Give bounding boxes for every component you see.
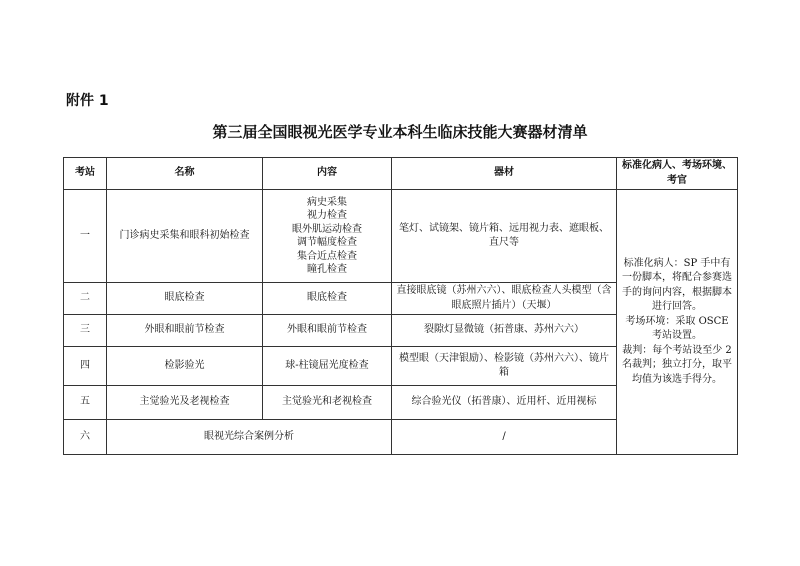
station-cell: 一: [64, 190, 107, 283]
content-line: 集合近点检查: [297, 250, 357, 262]
note-exam-environment: 考场环境：采取 OSCE 考站设置。: [625, 315, 729, 342]
equipment-cell: 综合验光仪（拓普康）、近用杆、近用视标: [392, 386, 617, 420]
content-cell: [263, 190, 392, 283]
equipment-cell: 裂隙灯显微镜（拓普康、苏州六六）: [392, 315, 617, 347]
content-line: 病史采集: [307, 196, 347, 208]
content-line: 视力检查: [307, 210, 347, 221]
equipment-cell: 笔灯、试镜架、镜片箱、远用视力表、遮眼板、直尺等: [392, 190, 617, 283]
station-cell: 三: [64, 315, 107, 347]
document-title: 第三届全国眼视光医学专业本科生临床技能大赛器材清单: [212, 123, 588, 141]
name-cell: 眼视光综合案例分析: [107, 420, 392, 455]
content-line: 瞳孔检查: [307, 264, 347, 275]
equipment-cell: 模型眼（天津银励）、检影镜（苏州六六）、镜片箱: [392, 347, 617, 386]
name-cell: 主觉验光及老视检查: [107, 386, 263, 420]
attachment-label: 附件 1: [66, 93, 109, 109]
table-header-row: [64, 158, 738, 190]
equipment-cell: /: [392, 420, 617, 455]
equipment-cell: 直接眼底镜（苏州六六）、眼底检查人头模型（含眼底照片插片）（天堰）: [392, 283, 617, 315]
station-cell: 四: [64, 347, 107, 386]
name-cell: 检影验光: [107, 347, 263, 386]
content-cell: 球-柱镜屈光度检查: [263, 347, 392, 386]
header-content: 内容: [263, 158, 392, 190]
station-cell: 六: [64, 420, 107, 455]
table-row: [64, 190, 738, 283]
content-cell: 主觉验光和老视检查: [263, 386, 392, 420]
header-standard: 标准化病人、考场环境、考官: [617, 158, 738, 190]
header-equipment: 器材: [392, 158, 617, 190]
header-station: 考站: [64, 158, 107, 190]
content-line: 调节幅度检查: [297, 237, 357, 248]
header-name: 名称: [107, 158, 263, 190]
equipment-table: [63, 157, 738, 455]
note-standard-patient: 标准化病人：SP 手中有一份脚本，将配合参赛选手的询问内容，根据脚本进行回答。: [622, 257, 732, 313]
content-line: 眼外肌运动检查: [292, 223, 362, 235]
note-judges: 裁判：每个考站设至少 2 名裁判；独立打分，取平均值为该选手得分。: [622, 344, 732, 385]
station-cell: 二: [64, 283, 107, 315]
name-cell: 眼底检查: [107, 283, 263, 315]
station-cell: 五: [64, 386, 107, 420]
content-cell: 眼底检查: [263, 283, 392, 315]
name-cell: 外眼和眼前节检查: [107, 315, 263, 347]
content-cell: 外眼和眼前节检查: [263, 315, 392, 347]
name-cell: 门诊病史采集和眼科初始检查: [107, 190, 263, 283]
standard-notes-cell: [617, 190, 738, 455]
